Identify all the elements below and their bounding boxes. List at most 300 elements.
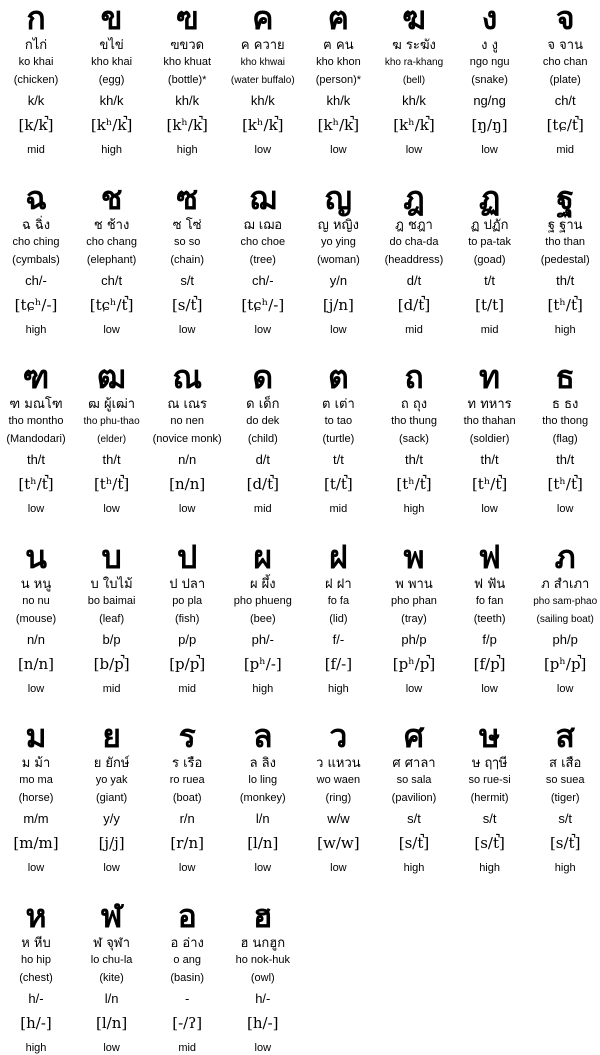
consonant-meaning: (bell) [402, 75, 426, 86]
consonant-ipa: [pʰ/p̚] [392, 654, 436, 673]
consonant-romanization: bo baimai [87, 594, 136, 607]
consonant-name: ป ปลา [169, 576, 206, 592]
consonant-class: low [103, 1041, 120, 1054]
consonant-ipa: [tʰ/t̚] [547, 295, 583, 314]
consonant-letter: ถ [404, 358, 424, 396]
consonant-class: high [101, 144, 122, 156]
consonant-class: mid [556, 144, 575, 156]
consonant-class: mid [178, 682, 197, 695]
consonant-romanization: fo fan [475, 594, 504, 607]
consonant-ipa: [kʰ/k̚] [317, 116, 360, 134]
consonant-name: ณ เณร [167, 397, 208, 412]
consonant-name: อ อ่าง [170, 935, 204, 951]
consonant-letter: ฉ [25, 178, 47, 217]
consonant-ipa: [kʰ/k̚] [166, 116, 208, 134]
consonant-transliteration: ph/- [251, 631, 274, 647]
consonant-ipa: [k/k̚] [18, 116, 54, 134]
consonant-meaning: (lid) [329, 612, 348, 625]
consonant-ipa: [t/t] [475, 295, 504, 314]
consonant-class: low [103, 323, 120, 336]
consonant-name: ญ หญิง [317, 217, 359, 233]
consonant-romanization: tho than [545, 235, 586, 248]
consonant-ipa: [s/t̚] [398, 834, 430, 852]
consonant-transliteration: kh/k [175, 93, 200, 108]
consonant-meaning: (bottle)* [167, 74, 207, 86]
consonant-letter: ฌ [249, 178, 277, 217]
consonant-name: ฮ นกฮูก [240, 935, 286, 951]
consonant-romanization: kho khwai [240, 57, 286, 68]
consonant-ipa: [r/n] [170, 834, 204, 852]
consonant-meaning: (egg) [98, 74, 125, 86]
consonant-meaning: (tray) [401, 612, 427, 625]
consonant-transliteration: t/t [484, 272, 496, 288]
consonant-transliteration: s/t [180, 272, 195, 288]
consonant-transliteration: kh/k [99, 93, 124, 108]
consonant-meaning: (sailing boat) [536, 613, 594, 625]
consonant-romanization: wo waen [316, 774, 361, 786]
consonant-class: low [27, 862, 45, 874]
consonant-ipa: [l/n] [95, 1013, 128, 1032]
consonant-class: mid [480, 323, 499, 336]
consonant-transliteration: l/n [255, 811, 270, 826]
consonant-letter: ฆ [402, 0, 426, 37]
consonant-romanization: ro ruea [169, 774, 205, 786]
consonant-meaning: (tree) [249, 253, 276, 266]
consonant-name: ฆ ระฆัง [392, 38, 436, 53]
consonant-letter: ผ [253, 537, 273, 576]
consonant-romanization: do cha-da [389, 235, 439, 248]
consonant-transliteration: th/t [556, 272, 575, 288]
consonant-transliteration: b/p [102, 631, 121, 647]
consonant-ipa: [b/p̚] [93, 654, 130, 673]
consonant-letter: ท [479, 358, 501, 396]
consonant-name: ล ลิง [249, 756, 276, 771]
consonant-letter: ฏ [478, 178, 501, 217]
consonant-name: ส เสือ [549, 756, 582, 771]
consonant-meaning: (person)* [315, 74, 362, 86]
consonant-transliteration: s/t [407, 811, 421, 826]
consonant-class: low [405, 682, 423, 695]
consonant-name: ค ควาย [240, 38, 285, 53]
consonant-letter: ม [25, 717, 47, 755]
consonant-letter: ฒ [97, 358, 127, 396]
consonant-letter: ห [25, 896, 47, 935]
consonant-ipa: [d/t̚] [246, 475, 279, 493]
consonant-name: ฝ ฝา [325, 576, 352, 592]
consonant-meaning: (owl) [250, 971, 275, 984]
consonant-name: พ พาน [395, 576, 433, 592]
consonant-ipa: [tʰ/t̚] [396, 475, 432, 493]
consonant-romanization: tho thung [391, 415, 437, 427]
consonant-romanization: cho chan [542, 56, 588, 68]
consonant-class: mid [178, 1041, 197, 1054]
consonant-transliteration: h/- [28, 990, 44, 1006]
consonant-letter: ฅ [327, 0, 350, 37]
consonant-romanization: so sala [396, 774, 432, 786]
consonant-transliteration: kh/k [326, 93, 351, 108]
consonant-ipa: [tɕʰ/-] [241, 295, 285, 314]
consonant-class: high [327, 682, 349, 695]
consonant-letter: ล [252, 717, 273, 755]
consonant-transliteration: ph/p [401, 631, 427, 647]
consonant-transliteration: t/t [332, 452, 344, 467]
consonant-meaning: (boat) [172, 792, 202, 804]
consonant-transliteration: p/p [178, 631, 197, 647]
consonant-transliteration: l/n [104, 990, 119, 1006]
consonant-name: ร เรือ [172, 756, 203, 771]
consonant-transliteration: kh/k [250, 93, 275, 108]
consonant-letter: ส [555, 717, 575, 755]
consonant-ipa: [tʰ/t̚] [18, 475, 54, 493]
consonant-letter: ย [102, 717, 121, 755]
consonant-class: low [330, 323, 347, 336]
consonant-name: ฃขวด [170, 38, 205, 53]
consonant-name: ฐ ฐาน [547, 217, 583, 233]
consonant-ipa: [s/t̚] [549, 834, 581, 852]
consonant-letter: ง [481, 0, 498, 37]
consonant-class: low [27, 682, 45, 695]
consonant-name: ฏ ปฏัก [470, 217, 509, 233]
consonant-romanization: po pla [172, 594, 203, 607]
consonant-transliteration: th/t [102, 452, 121, 467]
consonant-meaning: (chicken) [13, 74, 59, 86]
consonant-meaning: (mouse) [15, 612, 57, 625]
consonant-meaning: (hermit) [470, 792, 509, 804]
consonant-meaning: (fish) [174, 612, 200, 625]
consonant-meaning: (goad) [473, 253, 506, 266]
consonant-meaning: (kite) [99, 971, 124, 984]
consonant-name: ธ ธง [552, 397, 579, 412]
consonant-class: low [254, 144, 272, 156]
consonant-name: ฎ ชฎา [395, 217, 433, 233]
consonant-transliteration: d/t [406, 272, 422, 288]
consonant-class: low [178, 862, 196, 874]
consonant-class: low [254, 323, 272, 336]
consonant-ipa: [-/ʔ] [172, 1013, 203, 1032]
consonant-transliteration: n/n [178, 452, 197, 467]
consonant-meaning: (Mandodari) [6, 433, 66, 445]
consonant-name: จ จาน [547, 38, 583, 53]
consonant-letter: ป [177, 537, 198, 576]
consonant-class: high [176, 144, 198, 156]
consonant-class: mid [253, 503, 272, 515]
consonant-name: ษ ฤๅษี [471, 756, 508, 771]
consonant-meaning: (tiger) [550, 792, 580, 804]
consonant-meaning: (soldier) [469, 433, 510, 445]
consonant-name: กไก่ [24, 38, 48, 53]
consonant-transliteration: ph/p [552, 631, 578, 647]
consonant-class: mid [329, 503, 348, 515]
consonant-class: low [481, 144, 498, 156]
consonant-name: ด เด็ก [246, 397, 280, 412]
consonant-name: ฌ เฌอ [243, 217, 283, 233]
consonant-romanization: ko khai [18, 56, 54, 68]
consonant-transliteration: h/- [255, 990, 271, 1006]
consonant-romanization: so rue-si [468, 774, 511, 786]
consonant-romanization: yo ying [320, 235, 356, 248]
consonant-romanization: lo ling [248, 774, 278, 786]
consonant-transliteration: y/n [329, 272, 348, 288]
consonant-name: ขไข่ [99, 38, 124, 53]
consonant-letter: ข [100, 0, 123, 37]
consonant-ipa: [pʰ/p̚] [543, 654, 587, 673]
consonant-transliteration: ch/t [101, 272, 123, 288]
consonant-romanization: tho thong [542, 415, 589, 427]
consonant-romanization: cho ching [12, 235, 60, 248]
consonant-ipa: [tɕ/t̚] [546, 116, 584, 134]
consonant-name: ฉ ฉิ่ง [21, 217, 51, 233]
consonant-name: ง งู [481, 38, 498, 53]
consonant-class: low [405, 144, 423, 156]
consonant-meaning: (chain) [170, 253, 204, 266]
consonant-romanization: ho hip [21, 953, 51, 966]
consonant-ipa: [h/-] [20, 1013, 52, 1032]
consonant-class: mid [27, 144, 45, 156]
consonant-transliteration: f/- [332, 631, 345, 647]
consonant-name: ม ม้า [21, 756, 51, 771]
consonant-class: low [254, 1041, 272, 1054]
consonant-meaning: (horse) [18, 792, 54, 804]
consonant-meaning: (basin) [170, 971, 204, 984]
consonant-letter: ฑ [22, 358, 50, 396]
consonant-ipa: [pʰ/-] [243, 654, 282, 673]
consonant-letter: ภ [554, 537, 576, 576]
consonant-meaning: (cymbals) [12, 253, 60, 266]
consonant-letter: ฮ [253, 896, 273, 935]
consonant-ipa: [tʰ/t̚] [93, 475, 130, 493]
consonant-romanization: cho choe [240, 235, 286, 248]
consonant-letter: จ [555, 0, 575, 37]
consonant-meaning: (pedestal) [540, 253, 590, 266]
consonant-romanization: no nen [170, 415, 205, 427]
consonant-meaning: (pavilion) [391, 792, 437, 804]
consonant-transliteration: s/t [482, 811, 497, 826]
consonant-letter: ว [329, 717, 348, 755]
consonant-transliteration: r/n [179, 811, 195, 826]
consonant-meaning: (water buffalo) [230, 75, 295, 86]
consonant-meaning: (teeth) [473, 612, 506, 625]
consonant-letter: ฬ [100, 896, 123, 935]
consonant-ipa: [kʰ/k̚] [242, 116, 284, 134]
consonant-class: high [479, 862, 500, 874]
consonant-letter: ช [100, 178, 123, 217]
consonant-meaning: (leaf) [99, 612, 125, 625]
consonant-ipa: [f/-] [324, 654, 353, 673]
consonant-class: low [556, 682, 574, 695]
consonant-class: low [178, 323, 196, 336]
consonant-meaning: (bee) [249, 612, 276, 625]
consonant-romanization: kho khai [91, 56, 133, 68]
consonant-class: low [330, 862, 347, 874]
consonant-ipa: [h/-] [247, 1013, 279, 1032]
consonant-transliteration: n/n [26, 631, 46, 647]
consonant-letter: ต [328, 358, 349, 396]
consonant-transliteration: y/y [103, 811, 120, 826]
consonant-ipa: [n/n] [169, 475, 206, 493]
consonant-ipa: [n/n] [17, 654, 55, 673]
consonant-transliteration: th/t [556, 452, 575, 467]
consonant-ipa: [m/m] [13, 834, 59, 852]
consonant-transliteration: f/p [482, 631, 497, 647]
consonant-letter: ฝ [329, 537, 348, 576]
consonant-letter: ฎ [403, 178, 425, 217]
consonant-ipa: [kʰ/k̚] [393, 116, 435, 134]
consonant-name: ฬ จุฬา [93, 935, 130, 951]
consonant-class: high [25, 1041, 47, 1054]
consonant-ipa: [tɕʰ/t̚] [89, 295, 134, 314]
consonant-letter: ธ [555, 358, 575, 396]
consonant-ipa: [f/p̚] [473, 654, 506, 673]
consonant-ipa: [j/n] [322, 295, 354, 314]
consonant-meaning: (monkey) [239, 792, 286, 804]
consonant-letter: ฐ [556, 178, 575, 217]
consonant-name: ท ทหาร [467, 397, 512, 412]
consonant-transliteration: w/w [327, 811, 350, 826]
consonant-name: ต เต่า [322, 397, 355, 412]
consonant-romanization: tho thahan [463, 415, 516, 427]
consonant-romanization: cho chang [86, 235, 137, 248]
consonant-letter: พ [403, 537, 425, 576]
consonant-romanization: tho montho [8, 415, 64, 427]
consonant-name: ผ ผึ้ง [249, 576, 276, 592]
consonant-romanization: no nu [22, 594, 50, 607]
consonant-romanization: pho sam-phao [533, 595, 598, 607]
consonant-class: low [330, 144, 347, 156]
consonant-romanization: kho khuat [163, 56, 212, 68]
consonant-class: high [554, 862, 576, 874]
consonant-ipa: [tɕʰ/-] [14, 295, 58, 314]
consonant-letter: ก [26, 0, 46, 37]
consonant-class: high [403, 503, 425, 515]
consonant-romanization: ho nok-huk [235, 953, 291, 966]
consonant-meaning: (flag) [552, 433, 578, 445]
consonant-letter: ร [178, 717, 196, 755]
consonant-class: high [403, 862, 425, 874]
consonant-ipa: [tʰ/t̚] [547, 475, 583, 493]
consonant-meaning: (giant) [96, 792, 128, 804]
consonant-class: low [481, 682, 498, 695]
consonant-class: high [25, 323, 47, 336]
consonant-class: high [554, 323, 576, 336]
consonant-transliteration: s/t [558, 811, 573, 826]
consonant-name: ว แหวน [316, 756, 361, 771]
consonant-meaning: (snake) [471, 74, 508, 86]
consonant-letter: บ [101, 537, 122, 576]
consonant-ipa: [s/t̚] [474, 834, 505, 852]
consonant-ipa: [kʰ/k̚] [90, 116, 133, 134]
consonant-romanization: do dek [246, 415, 280, 427]
consonant-name: ห หีบ [21, 935, 51, 951]
consonant-meaning: (ring) [325, 792, 352, 804]
consonant-meaning: (woman) [316, 253, 360, 266]
consonant-romanization: kho khon [316, 56, 361, 68]
consonant-meaning: (elder) [97, 434, 127, 445]
consonant-transliteration: th/t [26, 452, 46, 467]
consonant-transliteration: ch/t [554, 93, 576, 108]
consonant-ipa: [d/t̚] [397, 295, 431, 314]
consonant-name: ฅ คน [323, 38, 354, 53]
consonant-transliteration: th/t [404, 452, 424, 467]
consonant-meaning: (child) [247, 433, 278, 445]
consonant-romanization: kho ra-khang [384, 57, 444, 68]
consonant-name: ย ยักษ์ [93, 756, 130, 771]
consonant-name: ศ ศาลา [392, 756, 436, 771]
consonant-name: น หนู [20, 576, 52, 592]
consonant-ipa: [t/t̚] [323, 475, 353, 493]
consonant-romanization: lo chu-la [90, 953, 133, 966]
consonant-transliteration: k/k [27, 93, 45, 108]
consonant-letter: อ [177, 896, 197, 935]
consonant-class: mid [102, 682, 121, 695]
consonant-class: mid [405, 323, 423, 336]
consonant-letter: ญ [324, 178, 353, 217]
consonant-transliteration: ch/- [251, 272, 274, 288]
consonant-romanization: fo fa [327, 594, 350, 607]
consonant-meaning: (sack) [399, 433, 429, 445]
consonant-romanization: mo ma [19, 774, 53, 786]
consonant-name: ฑ มณโฑ [9, 397, 63, 412]
consonant-class: low [254, 862, 272, 874]
consonant-romanization: ngo ngu [469, 56, 510, 68]
consonant-ipa: [w/w] [317, 834, 360, 852]
consonant-name: บ ใบไม้ [90, 576, 133, 592]
consonant-letter: ศ [403, 717, 425, 755]
consonant-letter: ซ [176, 178, 199, 217]
consonant-class: low [481, 503, 498, 515]
consonant-romanization: to tao [324, 415, 353, 427]
consonant-class: low [178, 503, 196, 515]
consonant-name: ฟ ฟัน [473, 576, 506, 592]
consonant-transliteration: - [185, 990, 190, 1006]
consonant-class: high [252, 682, 274, 695]
consonant-ipa: [ŋ/ŋ] [471, 116, 508, 134]
consonant-letter: ฃ [175, 0, 199, 37]
consonant-name: ช ช้าง [93, 217, 130, 233]
consonant-romanization: yo yak [95, 774, 128, 786]
consonant-letter: ษ [479, 717, 501, 755]
consonant-ipa: [tʰ/t̚] [471, 475, 508, 493]
consonant-letter: ฟ [478, 537, 501, 576]
consonant-transliteration: ch/- [25, 272, 47, 288]
consonant-class: low [103, 862, 120, 874]
consonant-name: ถ ถุง [400, 397, 428, 412]
consonant-meaning: (plate) [549, 74, 581, 86]
consonant-transliteration: m/m [23, 811, 49, 826]
consonant-meaning: (headdress) [384, 253, 444, 266]
consonant-class: low [103, 503, 120, 515]
consonant-transliteration: kh/k [402, 93, 426, 108]
consonant-meaning: (chest) [19, 971, 53, 984]
consonant-romanization: pho phan [391, 594, 437, 607]
consonant-class: low [27, 503, 45, 515]
consonant-letter: ณ [172, 358, 203, 396]
consonant-letter: ค [252, 0, 274, 37]
consonant-meaning: (elephant) [86, 253, 137, 266]
consonant-romanization: to pa-tak [468, 235, 511, 248]
consonant-name: ฒ ผู้เฒ่า [88, 397, 136, 412]
consonant-romanization: so so [174, 235, 201, 248]
consonant-ipa: [j/j] [98, 834, 125, 852]
consonant-romanization: so suea [545, 774, 585, 786]
consonant-letter: ด [252, 358, 274, 396]
consonant-name: ภ สำเภา [541, 576, 590, 592]
consonant-transliteration: d/t [255, 452, 271, 467]
consonant-meaning: (novice monk) [152, 433, 222, 445]
consonant-class: low [556, 503, 574, 515]
consonant-ipa: [s/t̚] [171, 295, 203, 314]
consonant-transliteration: ng/ng [473, 93, 506, 108]
consonant-romanization: o ang [173, 953, 201, 966]
